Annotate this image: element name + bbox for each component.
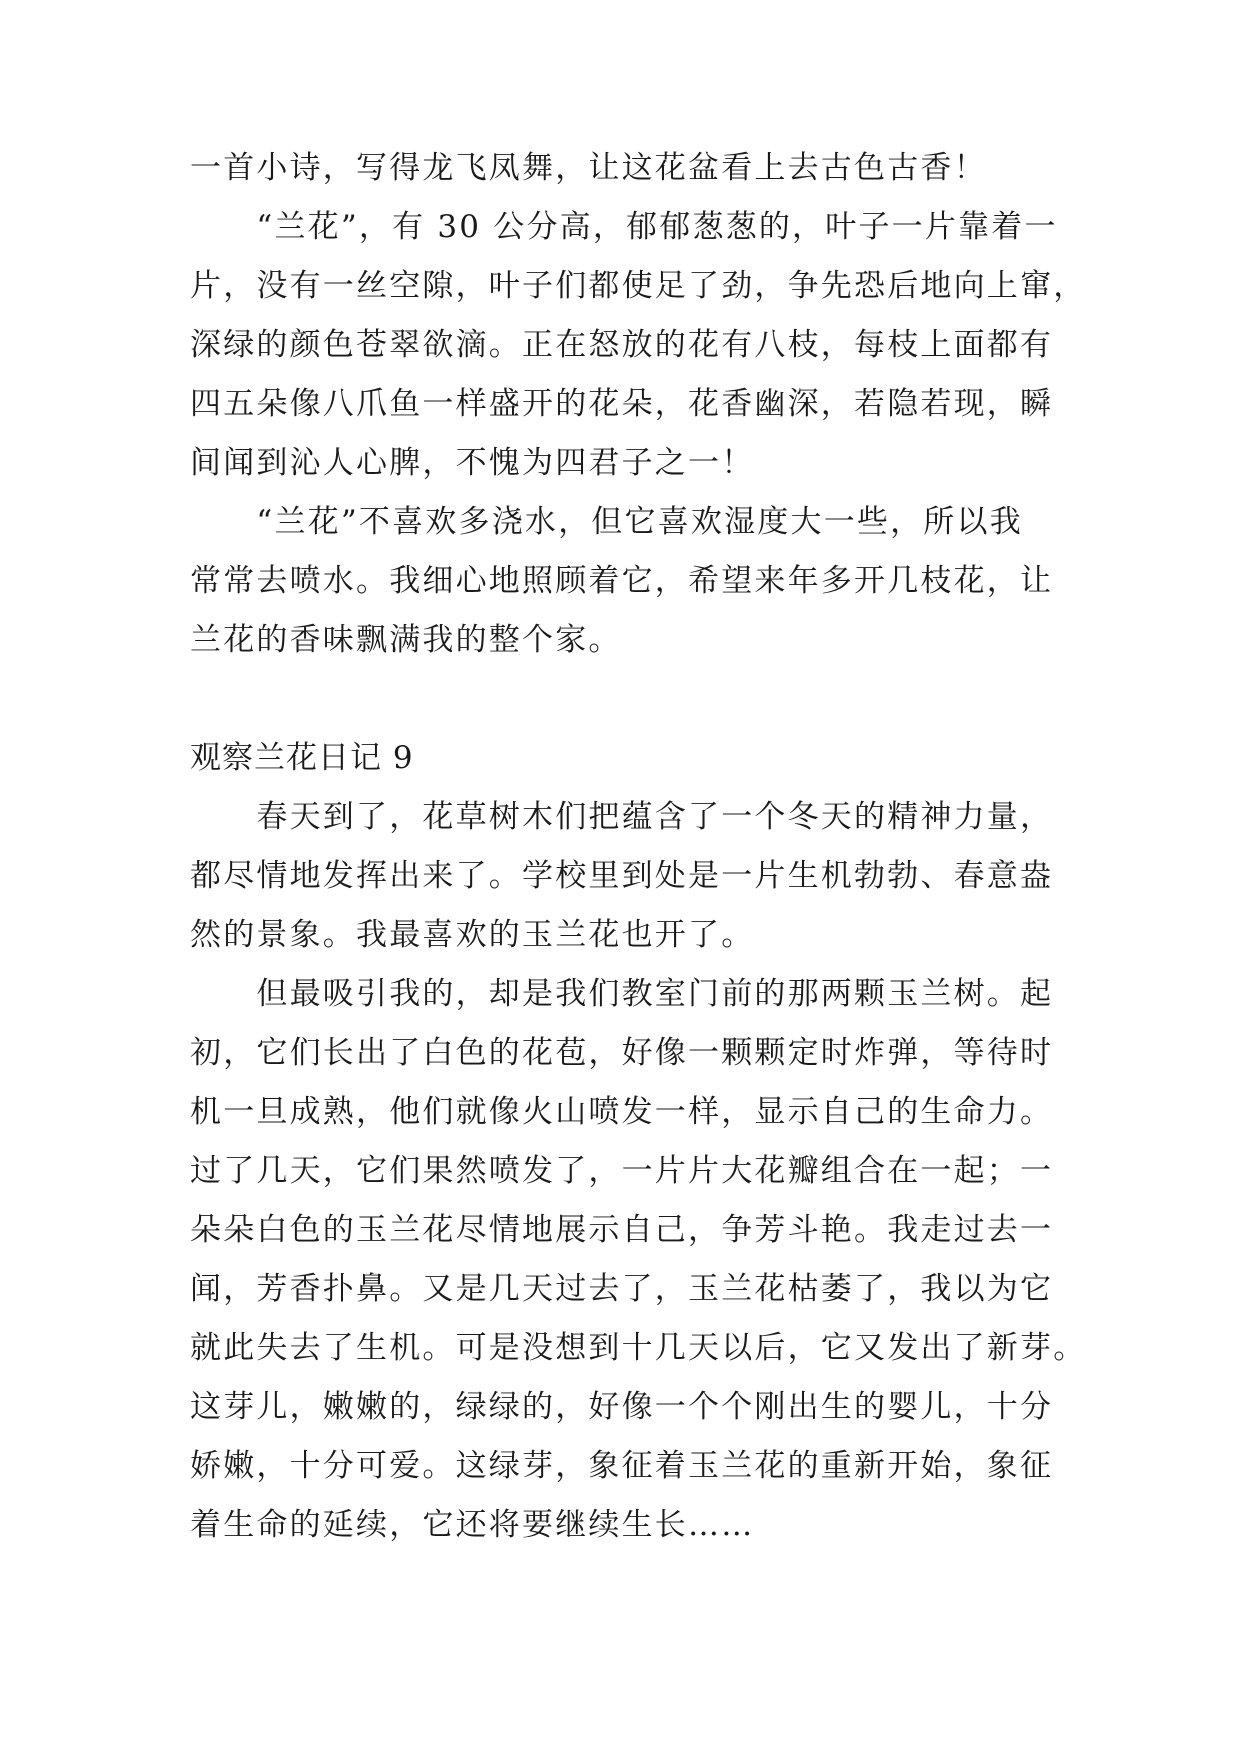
paragraph-first-line: 春天到了，花草树木们把蕴含了一个冬天的精神力量， [190,799,1054,835]
text-line: 闻，芳香扑鼻。又是几天过去了，玉兰花枯萎了，我以为它 [190,1271,1054,1307]
paragraph-first-line: “兰花”，有 30 公分高，郁郁葱葱的，叶子一片靠着一 [190,209,1058,245]
text-line: 片，没有一丝空隙，叶子们都使足了劲，争先恐后地向上窜， [190,268,1087,304]
text-line: 深绿的颜色苍翠欲滴。正在怒放的花有八枝，每枝上面都有 [190,327,1054,363]
text-line: 着生命的延续，它还将要继续生长…… [190,1507,755,1543]
text-line: 这芽儿，嫩嫩的，绿绿的，好像一个个刚出生的婴儿，十分 [190,1389,1054,1425]
text-line: 过了几天，它们果然喷发了，一片片大花瓣组合在一起；一 [190,1153,1054,1189]
paragraph-first-line: 但最吸引我的，却是我们教室门前的那两颗玉兰树。起 [190,976,1054,1012]
section-title: 观察兰花日记 9 [190,740,414,776]
text-line: 就此失去了生机。可是没想到十几天以后，它又发出了新芽。 [190,1330,1087,1366]
paragraph-first-line: “兰花”不喜欢多浇水，但它喜欢湿度大一些，所以我 [190,504,1023,540]
text-line: 兰花的香味飘满我的整个家。 [190,622,622,658]
text-line: 四五朵像八爪鱼一样盛开的花朵，花香幽深，若隐若现，瞬 [190,386,1054,422]
text-line: 娇嫩，十分可爱。这绿芽，象征着玉兰花的重新开始，象征 [190,1448,1054,1484]
text-line: 间闻到沁人心脾，不愧为四君子之一！ [190,445,755,481]
text-line: 常常去喷水。我细心地照顾着它，希望来年多开几枝花，让 [190,563,1054,599]
text-line: 朵朵白色的玉兰花尽情地展示自己，争芳斗艳。我走过去一 [190,1212,1054,1248]
text-line: 一首小诗，写得龙飞凤舞，让这花盆看上去古色古香！ [190,150,987,186]
text-line: 初，它们长出了白色的花苞，好像一颗颗定时炸弹，等待时 [190,1035,1054,1071]
text-line: 机一旦成熟，他们就像火山喷发一样，显示自己的生命力。 [190,1094,1054,1130]
text-line: 然的景象。我最喜欢的玉兰花也开了。 [190,917,755,953]
text-line: 都尽情地发挥出来了。学校里到处是一片生机勃勃、春意盎 [190,858,1054,894]
